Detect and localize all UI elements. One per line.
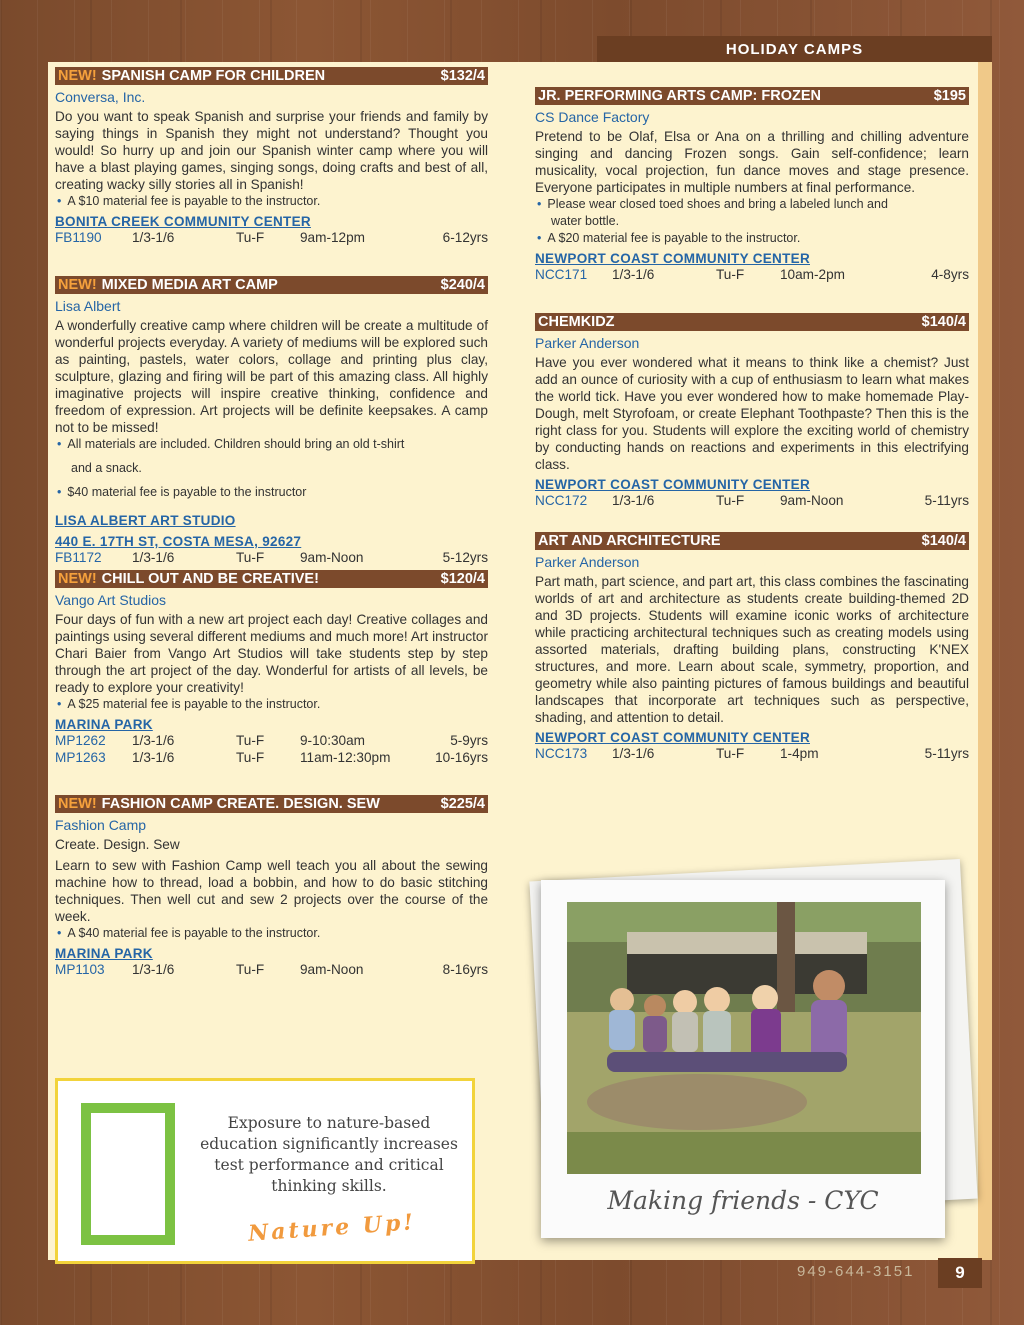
course-code[interactable]: NCC171 [535, 267, 588, 282]
instructor-name: Parker Anderson [535, 554, 640, 570]
instructor-name: CS Dance Factory [535, 109, 650, 125]
nature-up-callout [55, 1078, 475, 1264]
section-header: HOLIDAY CAMPS [597, 36, 992, 62]
session-dates: 1/3-1/6 [132, 962, 175, 977]
class-mixed-media [55, 276, 488, 566]
course-code[interactable]: MP1103 [55, 962, 105, 977]
class-title: JR. PERFORMING ARTS CAMP: FROZEN [538, 88, 822, 104]
instructor-name: Lisa Albert [55, 298, 121, 314]
session-time: 9am-Noon [300, 550, 364, 565]
children-photo [567, 902, 921, 1174]
class-chemkidz [535, 313, 969, 509]
session-ages: 5-12yrs [442, 550, 488, 565]
session-ages: 4-8yrs [931, 267, 969, 282]
session-dates: 1/3-1/6 [132, 733, 175, 748]
session-row [535, 745, 969, 762]
location-link[interactable]: LISA ALBERT ART STUDIO [55, 513, 236, 528]
session-dates: 1/3-1/6 [612, 746, 655, 761]
session-days: Tu-F [236, 550, 265, 565]
new-badge: NEW! [58, 571, 97, 587]
session-ages: 6-12yrs [442, 230, 488, 245]
session-row [55, 549, 488, 566]
green-frame-graphic [81, 1103, 175, 1245]
class-title-bar [535, 87, 969, 105]
class-title: FASHION CAMP CREATE. DESIGN. SEW [101, 796, 380, 812]
session-time: 11am-12:30pm [300, 750, 391, 765]
session-days: Tu-F [236, 733, 265, 748]
session-days: Tu-F [716, 493, 745, 508]
class-title: MIXED MEDIA ART CAMP [101, 277, 278, 293]
course-code[interactable]: NCC173 [535, 746, 588, 761]
bullet-item: • A $20 material fee is payable to the instructor. [537, 231, 801, 245]
session-dates: 1/3-1/6 [132, 550, 175, 565]
class-price: $140/4 [921, 314, 966, 330]
session-dates: 1/3-1/6 [132, 750, 175, 765]
session-row [535, 492, 969, 509]
class-title: CHEMKIDZ [538, 314, 615, 330]
photo-polaroid [541, 880, 945, 1238]
nature-up-text: Exposure to nature-based education significantly increases test performance and critical thinking skills. [200, 1114, 458, 1195]
location-link[interactable]: NEWPORT COAST COMMUNITY CENTER [535, 251, 810, 266]
class-description: Pretend to be Olaf, Elsa or Ana on a thrilling and chilling adventure singing and dancing Frozen songs. Gain self-confidence; learn musicality, vocal projection, fun dance moves and stage presence. Everyone participates in multiple numbers at final performance. [535, 129, 969, 195]
bullet-continuation: and a snack. [71, 461, 142, 475]
class-description: Learn to sew with Fashion Camp well teach you all about the sewing machine how to thread, load a bobbin, and how to do basic stitching techniques. Then well cut and sew 2 projects over the course of the week. [55, 858, 488, 924]
location-link[interactable]: NEWPORT COAST COMMUNITY CENTER [535, 730, 810, 745]
photo-illustration [567, 902, 921, 1174]
class-price: $120/4 [440, 571, 485, 587]
class-description: Do you want to speak Spanish and surprise your friends and family by saying things in Spanish they might not understand? Thought you would! So hurry up and join our Spanish winter camp where you will have a blast playing games, singing songs, doing crafts and best of all, creating wacky silly stories all in Spanish! [55, 109, 488, 192]
session-dates: 1/3-1/6 [612, 493, 655, 508]
session-days: Tu-F [236, 230, 265, 245]
location-link[interactable]: BONITA CREEK COMMUNITY CENTER [55, 214, 311, 229]
instructor-name: Conversa, Inc. [55, 89, 146, 105]
session-row [55, 732, 488, 749]
class-title-bar [55, 570, 488, 588]
bullet-item: • A $25 material fee is payable to the instructor. [57, 697, 321, 711]
session-time: 9am-12pm [300, 230, 365, 245]
session-days: Tu-F [236, 962, 265, 977]
class-price: $132/4 [440, 68, 485, 84]
new-badge: NEW! [58, 68, 97, 84]
location-address-link[interactable]: 440 E. 17TH ST, COSTA MESA, 92627 [55, 534, 302, 549]
class-description: Part math, part science, and part art, this class combines the fascinating worlds of art and architecture as students create building-themed 2D and 3D projects. Students will examine iconic works of architecture while practicing architectural techniques such as creating models using assorted materials, drafting building plans, constructing K'NEX structures, and more. Learn about scale, symmetry, proportion, and geometry while also painting pictures of famous buildings and beautiful landscapes that incorporate art techniques such as perspective, shading, and attention to detail. [535, 574, 969, 725]
class-price: $140/4 [921, 533, 966, 549]
class-title: ART AND ARCHITECTURE [538, 533, 721, 549]
session-row [55, 749, 488, 766]
course-code[interactable]: MP1263 [55, 750, 106, 765]
bullet-item: • A $40 material fee is payable to the instructor. [57, 926, 321, 940]
bullet-item: • $40 material fee is payable to the instructor [57, 485, 307, 499]
class-description: A wonderfully creative camp where children will be create a multitude of wonderful projects everyday. A variety of mediums will be explored such as painting, pastels, water colors, collage and printing plus clay, sculpture, glazing and firing will be part of this amazing class. All highly imaginative projects will inspire creative thinking, confidence and freedom of expression. Art projects will be definite keepsakes. A camp not to be missed! [55, 318, 488, 435]
class-description: Have you ever wondered what it means to think like a chemist? Just add an ounce of curiosity with a cup of enthusiasm to learn what makes the world tick. Have you ever wondered how to make homemade Play-Dough, melt Styrofoam, or create Elephant Toothpaste? Then this is the right class for you. Students will explore the exciting world of chemistry by conducting hands on reactions and experiments in this electrifying class. [535, 355, 969, 472]
course-code[interactable]: FB1172 [55, 550, 102, 565]
location-link[interactable]: NEWPORT COAST COMMUNITY CENTER [535, 477, 810, 492]
new-badge: NEW! [58, 796, 97, 812]
class-art-architecture [535, 532, 969, 762]
session-days: Tu-F [716, 746, 745, 761]
nature-up-logo: Nature Up! [247, 1209, 417, 1247]
session-time: 1-4pm [780, 746, 819, 761]
session-ages: 5-9yrs [450, 733, 488, 748]
right-edge-band [978, 62, 992, 1260]
class-title-bar [535, 532, 969, 550]
session-row [535, 266, 969, 283]
location-link[interactable]: MARINA PARK [55, 946, 153, 961]
instructor-name: Fashion Camp [55, 817, 147, 833]
session-ages: 5-11yrs [924, 746, 969, 761]
session-dates: 1/3-1/6 [132, 230, 175, 245]
class-frozen-camp [535, 87, 969, 283]
session-dates: 1/3-1/6 [612, 267, 655, 282]
session-days: Tu-F [716, 267, 745, 282]
class-spanish-camp [55, 67, 488, 246]
new-badge: NEW! [58, 277, 97, 293]
class-title: SPANISH CAMP FOR CHILDREN [101, 68, 326, 84]
session-row [55, 961, 488, 978]
class-price: $240/4 [440, 277, 485, 293]
class-description: Four days of fun with a new art project each day! Creative collages and paintings using several different mediums and much more! Art instructor Chari Baier from Vango Art Studios will take students step by step through the art project of the day. Wonderful for artists of all levels, be ready to explore your creativity! [55, 612, 488, 695]
bullet-continuation: water bottle. [551, 214, 620, 228]
bullet-item: • Please wear closed toed shoes and bring a labeled lunch and [537, 197, 888, 211]
footer-phone: 949-644-3151 [797, 1263, 915, 1280]
left-column [55, 67, 488, 978]
instructor-name: Vango Art Studios [55, 592, 167, 608]
bullet-item: • All materials are included. Children should bring an old t-shirt [57, 437, 405, 451]
session-ages: 5-11yrs [924, 493, 969, 508]
session-time: 9am-Noon [300, 962, 364, 977]
course-code[interactable]: NCC172 [535, 493, 588, 508]
session-days: Tu-F [236, 750, 265, 765]
class-title: CHILL OUT AND BE CREATIVE! [101, 571, 319, 587]
session-ages: 8-16yrs [442, 962, 488, 977]
course-code[interactable]: MP1262 [55, 733, 106, 748]
page-number: 9 [938, 1258, 982, 1288]
class-title-bar [55, 67, 488, 85]
instructor-name: Parker Anderson [535, 335, 640, 351]
class-title-bar [535, 313, 969, 331]
location-link[interactable]: MARINA PARK [55, 717, 153, 732]
session-row [55, 229, 488, 246]
session-time: 9am-Noon [780, 493, 844, 508]
session-ages: 10-16yrs [435, 750, 488, 765]
class-subtitle: Create. Design. Sew [55, 837, 180, 852]
photo-caption: Making friends - CYC [607, 1186, 879, 1215]
class-chill-out [55, 570, 488, 766]
class-title-bar [55, 276, 488, 294]
class-price: $225/4 [440, 796, 485, 812]
course-code[interactable]: FB1190 [55, 230, 102, 245]
right-column [535, 87, 969, 762]
session-time: 10am-2pm [780, 267, 845, 282]
bullet-item: • A $10 material fee is payable to the instructor. [57, 194, 321, 208]
class-title-bar [55, 795, 488, 813]
class-fashion-camp [55, 795, 488, 978]
class-price: $195 [933, 88, 966, 104]
session-time: 9-10:30am [300, 733, 365, 748]
